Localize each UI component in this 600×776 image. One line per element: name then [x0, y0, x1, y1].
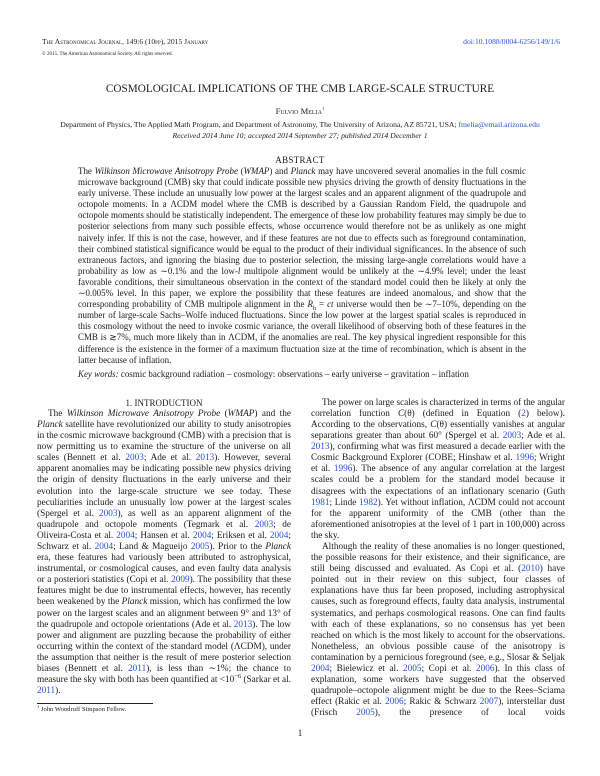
- footnote-text: John Woodruff Simpson Fellow.: [39, 706, 127, 714]
- italic-text: WMAP: [243, 166, 270, 176]
- text: ).: [55, 686, 61, 697]
- text: ), the presence of local voids: [374, 708, 565, 719]
- subscript: h: [312, 304, 317, 312]
- text: ) have pointed out in their review on this subject, four classes of explanations have thus far been proposed, including astrophysical causes, such as foreground effects, faulty data analysis, instrumental systematics, and perhaps cosmological reasons. One can find faults with each of these explanations, so no consensus has yet been reached on which is the most likely to account for the observations. Nonetheless, an obvious possible cause of the anisotropy is contamination by a pernicious foreground (see, e.g., Slosar & Seljak: [311, 564, 565, 663]
- text: universe would then be ∼7–10%, depending on the number of large-scale Sachs–Wolfe induced fluctuations. Since the low power at the largest spatial scales is reproduced in this cosmology without the need to invoke cosmic variance, the overall likelihood of observing both of these features in the CMB is ≳7%, much more likely than in ΛCDM, if the anomalies are real. The key physical ingredient responsible for this difference is the existence in the former of a maximum fluctuation size at the time of recombination, which is absent in the latter because of inflation.: [78, 299, 526, 365]
- citation-link[interactable]: 2011: [128, 664, 147, 675]
- affiliation: [0, 120, 600, 129]
- keywords-label: Key words:: [78, 368, 119, 379]
- text: ), as well as an apparent alignment of the quadrupole and octopole moments (Tegmark et al.: [37, 508, 291, 530]
- text: satellite have revolutionized our ability to study anisotropies in the cosmic microwave background (CMB) with a precision that is now permitting us to examine the structure of the universe on all scales (Bennett et al.: [37, 419, 291, 464]
- citation-link[interactable]: 1981: [311, 497, 330, 508]
- text: ; Copi et al.: [421, 664, 477, 675]
- text: ; Eriksen et al.: [211, 530, 270, 541]
- text: may have uncovered several anomalies in the full cosmic microwave background (CMB) sky that could indicate possible new physics driving the growth of density fluctuations in the early universe. These include an unusually low power at the largest scales and an apparent alignment of the quadrupole and octopole moments. In a ΛCDM model where the CMB is described by a Gaussian Random Field, the quadrupole and octopole moments should be statistically independent. The emergence of these low probability features may simply be due to posterior selections from many such possible effects, whose occurrence would therefore not be as unlikely as one might naively infer. If this is not the case, however, and if these features are not due to effects such as foreground contamination, their combined statistical significance would be equal to the product of their individual significances. In the absence of such extraneous factors, and ignoring the biasing due to posterior selection, the missing large-angle correlations would have a probability as low as ∼0.1% and the low-: [78, 166, 526, 276]
- text: ). The possibility that these features might be due to instrumental effects, however, has recently been weakened by the: [37, 575, 291, 608]
- citation-link[interactable]: 2004: [311, 664, 330, 675]
- italic-text: WMAP: [227, 408, 255, 419]
- citation-link[interactable]: 1996: [333, 464, 353, 475]
- text: ). In this class of explanation, some workers have suggested that the observed quadrupole–octopole alignment might be due to the Rees–Sciama effect (Rakic et al.: [311, 664, 565, 708]
- text: ; Land & Magueijo: [113, 542, 191, 552]
- citation-link[interactable]: 2003: [125, 453, 144, 464]
- citation-link[interactable]: 2004: [116, 530, 135, 541]
- citation-link[interactable]: 2011: [37, 686, 56, 697]
- italic-text: C: [430, 419, 437, 430]
- footnote: [37, 706, 291, 714]
- right-column: [311, 398, 565, 720]
- paragraph: [311, 542, 565, 720]
- citation-link[interactable]: 2004: [94, 542, 114, 552]
- text: ; Linde: [329, 497, 360, 508]
- italic-text: Wilkinson Microwave Anisotropy Probe: [94, 166, 238, 176]
- citation-link[interactable]: 2006: [385, 697, 404, 708]
- text: (θ) essentially vanishes at angular separations greater than about 60° (Spergel et al.: [311, 419, 565, 442]
- text: The: [48, 408, 67, 419]
- superscript: −6: [234, 673, 242, 681]
- paragraph: [37, 409, 291, 697]
- citation-link[interactable]: 1996: [515, 453, 534, 464]
- keywords: [78, 369, 526, 380]
- citation-link[interactable]: 2005: [403, 664, 422, 675]
- keywords-list: cosmic background radiation – cosmology: observations – early universe – gravitation – inflation: [118, 368, 469, 379]
- italic-text: Planck: [37, 419, 63, 430]
- journal-citation: The Astronomical Journal, 149:6 (10pp), 2015 January: [42, 37, 209, 46]
- text: ), confirming what was first measured a decade earlier with the Cosmic Background Explorer (COBE; Hinshaw et al.: [311, 442, 565, 464]
- citation-link[interactable]: 2003: [502, 431, 522, 442]
- citation-link[interactable]: 2: [521, 408, 526, 419]
- affiliation-text: Department of Physics, The Applied Math Program, and Department of Astronomy, The University of Arizona, AZ 85721, USA;: [60, 120, 459, 129]
- footnote-mark: 1: [37, 704, 40, 710]
- citation-link[interactable]: 2013: [311, 442, 330, 453]
- text: =: [316, 299, 328, 310]
- text: ), is less than ∼1%; the chance to measure the sky with both has been quantified at <10: [37, 664, 292, 686]
- text: ) and the: [254, 408, 291, 419]
- citation-link[interactable]: 2003: [254, 519, 274, 530]
- text: ) and: [269, 166, 291, 176]
- citation-link[interactable]: 2007: [479, 697, 499, 708]
- italic-text: C: [397, 408, 405, 419]
- author-name: Fulvio Melia: [275, 106, 322, 116]
- italic-text: Planck: [121, 597, 148, 608]
- italic-text: Planck: [265, 542, 291, 552]
- text: The power on large scales is characterized in terms of the angular correlation function: [311, 397, 565, 419]
- doi-link[interactable]: doi:10.1088/0004-6256/149/1/6: [463, 37, 560, 46]
- paper-title: COSMOLOGICAL IMPLICATIONS OF THE CMB LARGE-SCALE STRUCTURE: [105, 83, 495, 95]
- citation-link[interactable]: 2010: [521, 564, 540, 575]
- left-column: [37, 398, 291, 715]
- page-number: 1: [297, 727, 303, 738]
- italic-text: l: [237, 265, 241, 276]
- text: (: [220, 408, 228, 419]
- text: multipole alignment would be unlikely at the ∼4.9% level; under the least favorable conditions, their simultaneous observation in the context of the standard model could then be likely at only the ∼0.005% level. In this paper, we explore the possibility that these features are indeed anomalous, and show that the corresponding probability of CMB multipole alignment in the: [78, 265, 527, 310]
- text: ; Rakic & Schwarz: [403, 697, 480, 708]
- text: ; Schwarz et al.: [37, 530, 291, 552]
- text: ; Bielewicz et al.: [329, 664, 404, 675]
- italic-text: Planck: [290, 166, 316, 176]
- citation-link[interactable]: 2004: [269, 530, 289, 541]
- email-link[interactable]: fmelia@email.arizona.edu: [458, 120, 540, 129]
- abstract-heading: ABSTRACT: [275, 155, 325, 165]
- text: ). Yet without inflation, ΛCDM could not account for the apparent uniformity of the CMB (other than the aforementioned anisotropies at the level of 1 part in 100,000) across the sky.: [311, 497, 566, 541]
- italic-text: Wilkinson Microwave Anisotropy Probe: [66, 408, 221, 419]
- two-column-body: [37, 398, 565, 720]
- paragraph: [311, 398, 565, 542]
- citation-link[interactable]: 2005: [190, 542, 210, 552]
- text: ; de Oliveira-Costa et al.: [37, 519, 291, 541]
- text: ). The low power and alignment are puzzling because the probability of either occurring within the context of the standard model (ΛCDM), under the assumption that neither is the result of mere posterior selection biases (Bennett et al.: [37, 619, 291, 675]
- italic-text: R: [307, 299, 313, 310]
- citation-link[interactable]: 2006: [476, 664, 495, 675]
- citation-link[interactable]: 2004: [192, 530, 212, 541]
- page-body: [0, 154, 600, 745]
- text: ; Wright et al.: [311, 453, 565, 475]
- text: ) below). According to the observations,: [311, 408, 565, 430]
- citation-link[interactable]: 2013: [195, 453, 215, 464]
- text: era, these features had variously been attributed to astrophysical, instrumental, or cosmological causes, and even faulty data analysis or a posteriori statistics (Copi et al.: [37, 553, 291, 586]
- footnote-divider: [37, 703, 153, 704]
- copyright-notice: © 2015. The American Astronomical Society. All rights reserved.: [42, 52, 173, 57]
- citation-link[interactable]: 2003: [98, 508, 118, 519]
- italic-text: ct: [327, 299, 334, 310]
- citation-link[interactable]: 2013: [233, 619, 253, 630]
- text: ; Hansen et al.: [134, 530, 193, 541]
- author-footnote-link[interactable]: 1: [321, 107, 325, 113]
- text: (: [237, 166, 244, 176]
- text: Although the reality of these anomalies is no longer questioned, the possible reasons for their existence, and their significance, are still being discussed and evaluated. As Copi et al. (: [311, 542, 565, 575]
- citation-link[interactable]: 2005: [356, 708, 375, 719]
- abstract-text: [78, 166, 526, 366]
- text: ), interstellar dust (Frisch: [311, 697, 565, 719]
- citation-link[interactable]: 2009: [171, 575, 190, 586]
- text: mission, which has confirmed the low power on the largest scales and an alignment between 9° and 13° of the quadrupole and octopole orientations (Ade et al.: [37, 597, 291, 630]
- text: ). The absence of any angular correlation at the largest scales could be a problem for the standard model because it disagrees with the expectations of an inflationary scenario (Guth: [311, 464, 565, 497]
- publication-dates: Received 2014 June 10; accepted 2014 September 27; published 2014 December 1: [172, 131, 428, 140]
- text: ; Ade et al.: [143, 453, 196, 464]
- text: ). Prior to the: [209, 542, 266, 552]
- text: ). However, several apparent anomalies may be indicating possible new physics driving the origin of density fluctuations in the early universe and their evolution into the large-scale structure we see today. These peculiarities include an unusually low power at the largest scales (Spergel et al.: [37, 453, 291, 519]
- text: (Sarkar et al.: [241, 675, 291, 686]
- text: The: [78, 166, 95, 176]
- citation-link[interactable]: 1982: [359, 497, 378, 508]
- author: [0, 106, 600, 116]
- section-heading: 1. INTRODUCTION: [125, 397, 203, 408]
- text: (θ) (defined in Equation (: [404, 408, 522, 419]
- text: ; Ade et al.: [521, 431, 566, 442]
